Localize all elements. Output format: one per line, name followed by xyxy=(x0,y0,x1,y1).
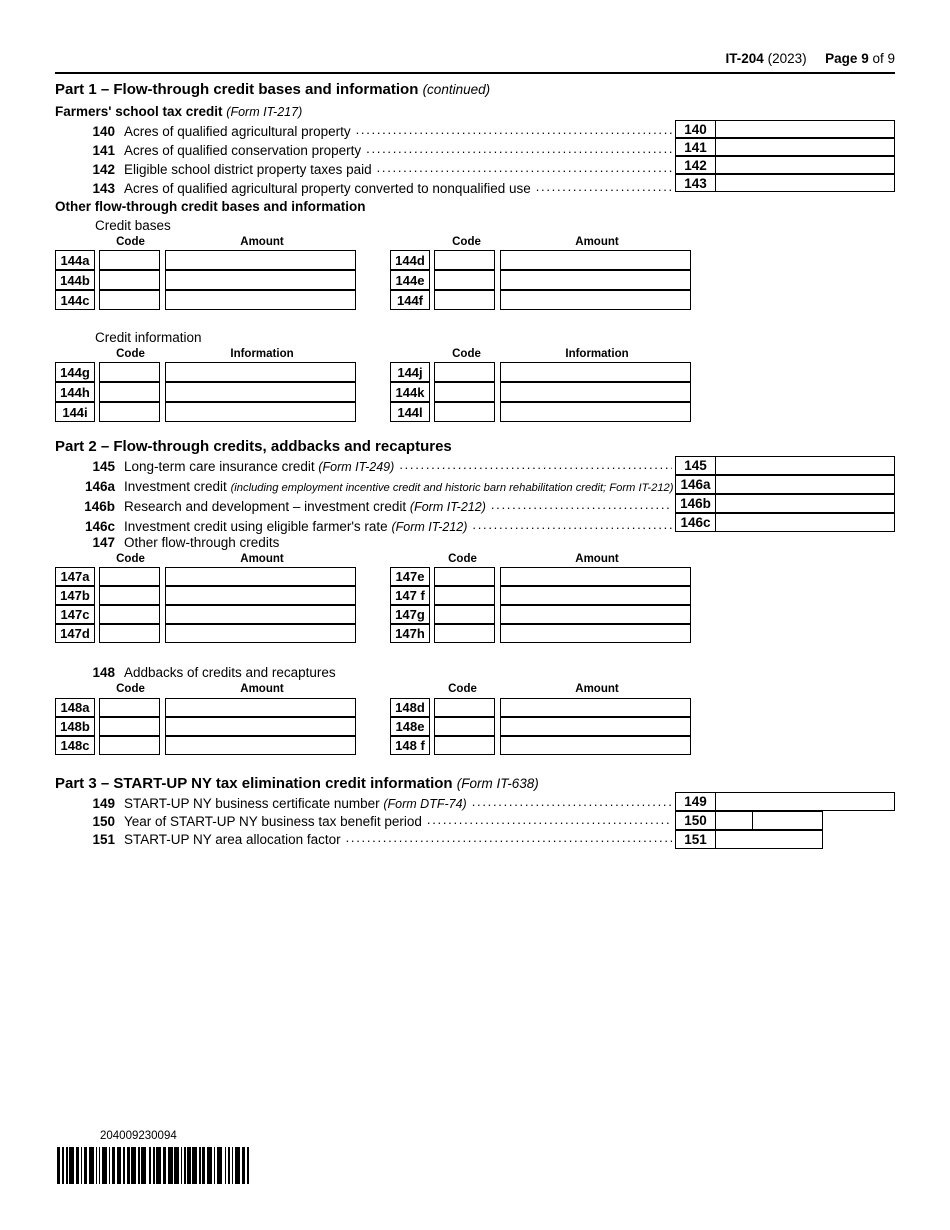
col-header-amount-right: Amount xyxy=(575,236,619,248)
table-row[interactable]: 144k xyxy=(390,382,691,402)
input-146c[interactable] xyxy=(716,514,894,531)
leader-dots xyxy=(399,458,672,471)
input-144i-information[interactable] xyxy=(165,402,356,422)
line-147-row: 147 Other flow-through credits xyxy=(92,535,280,550)
input-147h-code[interactable] xyxy=(434,624,495,643)
input-147f-amount[interactable] xyxy=(500,586,691,605)
input-147g-amount[interactable] xyxy=(500,605,691,624)
input-144i-code[interactable] xyxy=(99,402,160,422)
line-148-row: 148 Addbacks of credits and recaptures xyxy=(92,665,336,680)
input-148c-amount[interactable] xyxy=(165,736,356,755)
header-divider xyxy=(55,72,895,74)
col-header-amount-148-left: Amount xyxy=(240,683,284,695)
farmers-form-note: (Form IT-217) xyxy=(226,105,303,119)
answer-box-140[interactable]: 140 xyxy=(675,120,895,138)
input-144k-code[interactable] xyxy=(434,382,495,402)
input-144f-amount[interactable] xyxy=(500,290,691,310)
input-144h-code[interactable] xyxy=(99,382,160,402)
input-148f-amount[interactable] xyxy=(500,736,691,755)
leader-dots xyxy=(427,813,672,826)
table-row[interactable]: 148 f xyxy=(390,736,691,755)
line-146c-note: (Form IT-212) xyxy=(391,520,468,534)
input-144d-code[interactable] xyxy=(434,250,495,270)
col-header-code-148-right: Code xyxy=(448,683,477,695)
input-144h-information[interactable] xyxy=(165,382,356,402)
leader-dots xyxy=(472,518,672,531)
other-credits-grid-right xyxy=(390,567,691,643)
input-141[interactable] xyxy=(716,139,894,155)
other-credits-grid-left xyxy=(55,567,356,643)
input-147g-code[interactable] xyxy=(434,605,495,624)
input-147d-code[interactable] xyxy=(99,624,160,643)
line-149-note: (Form DTF-74) xyxy=(383,797,467,811)
leader-dots xyxy=(472,795,672,808)
credit-information-label: Credit information xyxy=(95,330,202,345)
input-147f-code[interactable] xyxy=(434,586,495,605)
table-row[interactable]: 147b xyxy=(55,586,356,605)
part3-heading: Part 3 – START-UP NY tax elimination credit information (Form IT-638) xyxy=(55,775,539,792)
leader-dots xyxy=(366,142,672,155)
input-148d-code[interactable] xyxy=(434,698,495,717)
col-header-code-info-left: Code xyxy=(116,348,145,360)
input-144g-information[interactable] xyxy=(165,362,356,382)
col-header-amount-left: Amount xyxy=(240,236,284,248)
input-148b-amount[interactable] xyxy=(165,717,356,736)
input-143[interactable] xyxy=(716,175,894,191)
page-label: Page xyxy=(825,51,858,66)
answer-box-141[interactable]: 141 xyxy=(675,138,895,156)
table-row[interactable]: 144i xyxy=(55,402,356,422)
other-flow-through-heading: Other flow-through credit bases and information xyxy=(55,199,366,214)
leader-dots xyxy=(491,498,672,511)
form-id: IT-204 xyxy=(725,51,764,66)
input-144c-amount[interactable] xyxy=(165,290,356,310)
answer-box-146c[interactable]: 146c xyxy=(675,513,895,532)
input-144a-amount[interactable] xyxy=(165,250,356,270)
input-140[interactable] xyxy=(716,121,894,137)
input-142[interactable] xyxy=(716,157,894,173)
col-header-information-right: Information xyxy=(565,348,629,360)
barcode-number: 204009230094 xyxy=(100,1130,177,1142)
page-of: of 9 xyxy=(872,51,895,66)
table-row[interactable]: 144l xyxy=(390,402,691,422)
input-149[interactable] xyxy=(716,793,894,810)
input-144j-information[interactable] xyxy=(500,362,691,382)
input-147c-amount[interactable] xyxy=(165,605,356,624)
answer-box-146b[interactable]: 146b xyxy=(675,494,895,513)
credit-bases-grid-left xyxy=(55,250,356,310)
answer-box-142[interactable]: 142 xyxy=(675,156,895,174)
input-148d-amount[interactable] xyxy=(500,698,691,717)
credit-bases-label: Credit bases xyxy=(95,218,171,233)
line-145-row: 145 Long-term care insurance credit (Form IT-249) ..... xyxy=(55,458,675,474)
line-145-note: (Form IT-249) xyxy=(318,460,395,474)
part1-heading-note: (continued) xyxy=(422,82,491,97)
input-144b-amount[interactable] xyxy=(165,270,356,290)
addbacks-grid-right xyxy=(390,698,691,755)
input-148a-code[interactable] xyxy=(99,698,160,717)
col-header-code-right: Code xyxy=(452,236,481,248)
col-header-code-info-right: Code xyxy=(452,348,481,360)
addbacks-grid-left xyxy=(55,698,356,755)
part2-heading: Part 2 – Flow-through credits, addbacks and recaptures xyxy=(55,438,452,455)
part3-heading-note: (Form IT-638) xyxy=(456,776,539,791)
credit-information-grid-right xyxy=(390,362,691,422)
input-147d-amount[interactable] xyxy=(165,624,356,643)
input-147a-code[interactable] xyxy=(99,567,160,586)
table-row[interactable]: 144c xyxy=(55,290,356,310)
input-144a-code[interactable] xyxy=(99,250,160,270)
input-148e-amount[interactable] xyxy=(500,717,691,736)
answer-box-151[interactable]: 151 xyxy=(675,830,823,849)
input-147a-amount[interactable] xyxy=(165,567,356,586)
table-row[interactable]: 144h xyxy=(55,382,356,402)
table-row[interactable]: 147e xyxy=(390,567,691,586)
input-147e-amount[interactable] xyxy=(500,567,691,586)
input-144c-code[interactable] xyxy=(99,290,160,310)
col-header-code-148-left: Code xyxy=(116,683,145,695)
credit-information-grid-left xyxy=(55,362,356,422)
input-144d-amount[interactable] xyxy=(500,250,691,270)
leader-dots xyxy=(346,831,672,844)
input-148c-code[interactable] xyxy=(99,736,160,755)
input-147e-code[interactable] xyxy=(434,567,495,586)
table-row[interactable]: 148d xyxy=(390,698,691,717)
credit-bases-grid-right xyxy=(390,250,691,310)
table-row[interactable]: 144g xyxy=(55,362,356,382)
input-147b-code[interactable] xyxy=(99,586,160,605)
input-144k-information[interactable] xyxy=(500,382,691,402)
input-147h-amount[interactable] xyxy=(500,624,691,643)
table-row[interactable]: 148a xyxy=(55,698,356,717)
barcode xyxy=(57,1147,249,1184)
table-row[interactable]: 144d xyxy=(390,250,691,270)
input-150-part1[interactable] xyxy=(716,812,753,829)
answer-box-143[interactable]: 143 xyxy=(675,174,895,192)
input-147c-code[interactable] xyxy=(99,605,160,624)
form-year: (2023) xyxy=(767,51,807,66)
table-row[interactable]: 148c xyxy=(55,736,356,755)
input-148f-code[interactable] xyxy=(434,736,495,755)
table-row[interactable]: 147 f xyxy=(390,586,691,605)
col-header-amount-147-left: Amount xyxy=(240,553,284,565)
leader-dots xyxy=(536,180,672,193)
table-row[interactable]: 147h xyxy=(390,624,691,643)
answer-box-146a[interactable]: 146a xyxy=(675,475,895,494)
input-148e-code[interactable] xyxy=(434,717,495,736)
table-row[interactable]: 147d xyxy=(55,624,356,643)
table-row[interactable]: 147g xyxy=(390,605,691,624)
line-141-row: 141 Acres of qualified conservation property ..... xyxy=(55,142,675,158)
input-144g-code[interactable] xyxy=(99,362,160,382)
table-row[interactable]: 144e xyxy=(390,270,691,290)
part1-heading: Part 1 – Flow-through credit bases and information (continued) xyxy=(55,81,491,98)
input-146a[interactable] xyxy=(716,476,894,493)
input-144e-code[interactable] xyxy=(434,270,495,290)
answer-box-149[interactable]: 149 xyxy=(675,792,895,811)
table-row[interactable]: 148e xyxy=(390,717,691,736)
answer-box-145[interactable]: 145 xyxy=(675,456,895,475)
input-148a-amount[interactable] xyxy=(165,698,356,717)
input-144f-code[interactable] xyxy=(434,290,495,310)
input-144e-amount[interactable] xyxy=(500,270,691,290)
farmers-school-tax-credit-heading: Farmers' school tax credit (Form IT-217) xyxy=(55,104,303,119)
line-140-row: 140 Acres of qualified agricultural property ..... xyxy=(55,123,675,139)
input-151[interactable] xyxy=(716,831,822,848)
col-header-code-147-left: Code xyxy=(116,553,145,565)
line-149-row: 149 START-UP NY business certificate number (Form DTF-74) ..... xyxy=(55,795,675,811)
input-146b[interactable] xyxy=(716,495,894,512)
table-row[interactable]: 144a xyxy=(55,250,356,270)
table-row[interactable]: 147c xyxy=(55,605,356,624)
input-144l-information[interactable] xyxy=(500,402,691,422)
page-number: 9 xyxy=(861,51,869,66)
line-146c-row: 146c Investment credit using eligible farmer's rate (Form IT-212) ..... xyxy=(55,518,675,534)
input-150-part2[interactable] xyxy=(753,812,822,829)
table-row[interactable]: 144b xyxy=(55,270,356,290)
line-150-row: 150 Year of START-UP NY business tax benefit period ..... xyxy=(55,813,675,829)
input-145[interactable] xyxy=(716,457,894,474)
col-header-information-left: Information xyxy=(230,348,294,360)
input-144l-code[interactable] xyxy=(434,402,495,422)
table-row[interactable]: 144j xyxy=(390,362,691,382)
line-146a-note: (including employment incentive credit and historic barn rehabilitation credit; Form IT-212) xyxy=(230,482,674,494)
line-146b-row: 146b Research and development – investment credit (Form IT-212) ..... xyxy=(55,498,675,514)
line-146a-row: 146a Investment credit (including employment incentive credit and historic barn rehabilitation credit; Form IT-212) xyxy=(84,479,674,494)
input-148b-code[interactable] xyxy=(99,717,160,736)
line-146b-note: (Form IT-212) xyxy=(409,500,486,514)
input-144j-code[interactable] xyxy=(434,362,495,382)
line-143-row: 143 Acres of qualified agricultural property converted to nonqualified use ..... xyxy=(55,180,675,196)
col-header-amount-148-right: Amount xyxy=(575,683,619,695)
col-header-amount-147-right: Amount xyxy=(575,553,619,565)
table-row[interactable]: 144f xyxy=(390,290,691,310)
col-header-code-left: Code xyxy=(116,236,145,248)
page-header xyxy=(0,51,895,66)
table-row[interactable]: 147a xyxy=(55,567,356,586)
col-header-code-147-right: Code xyxy=(448,553,477,565)
leader-dots xyxy=(356,123,672,136)
input-144b-code[interactable] xyxy=(99,270,160,290)
leader-dots xyxy=(377,161,672,174)
line-142-row: 142 Eligible school district property taxes paid ..... xyxy=(55,161,675,177)
answer-box-150[interactable]: 150 xyxy=(675,811,823,830)
input-147b-amount[interactable] xyxy=(165,586,356,605)
table-row[interactable]: 148b xyxy=(55,717,356,736)
line-151-row: 151 START-UP NY area allocation factor ..... xyxy=(55,831,675,847)
